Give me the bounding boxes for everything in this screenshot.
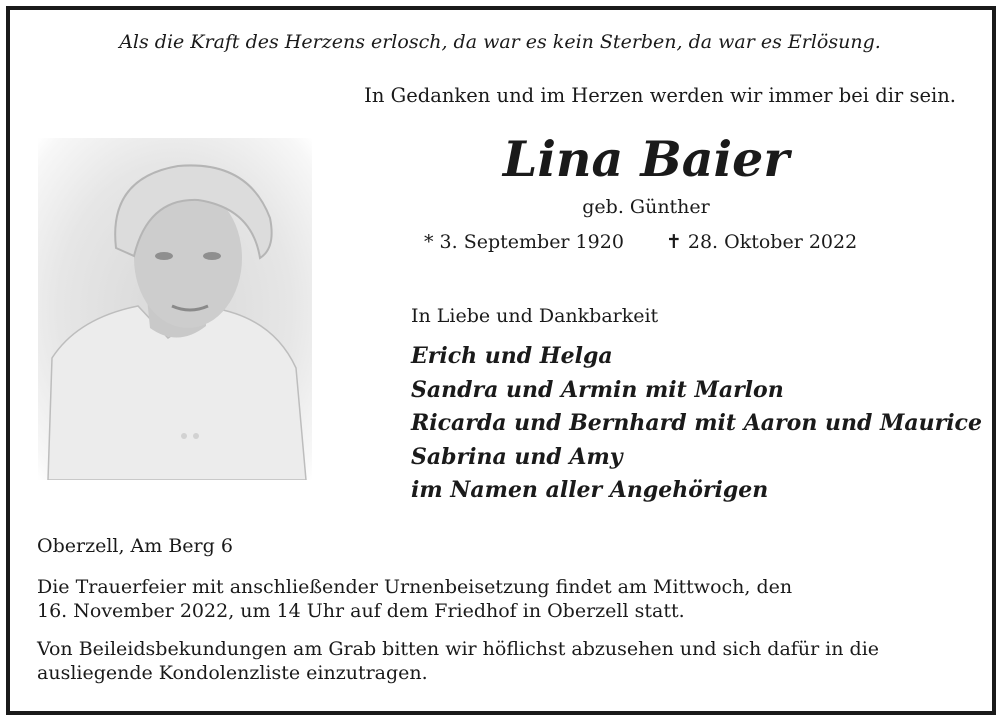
condolence-paragraph [37,637,967,685]
mourners-intro: In Liebe und Dankbarkeit [411,305,659,327]
birth-date: * 3. September 1920 [424,231,624,253]
ceremony-paragraph [37,575,967,623]
mourner-line: im Namen aller Angehörigen [411,477,769,503]
mourners-list [411,340,982,508]
birth-name: geb. Günther [582,196,710,218]
death-date: ✝ 28. Oktober 2022 [665,231,858,253]
ceremony-line: Die Trauerfeier mit anschließender Urnenbeisetzung findet am Mittwoch, den [37,576,793,598]
mourner-line: Ricarda und Bernhard mit Aaron und Maurice [411,410,982,436]
condolence-line: Von Beileidsbekundungen am Grab bitten wir höflichst abzusehen und sich dafür in die [37,638,880,660]
life-dates [424,231,857,253]
condolence-line: ausliegende Kondolenzliste einzutragen. [37,662,428,684]
motto-quote: Als die Kraft des Herzens erlosch, da war es kein Sterben, da war es Erlösung. [119,31,881,53]
mourner-line: Sandra und Armin mit Marlon [411,376,784,403]
mourner-line: Sabrina und Amy [411,443,623,470]
remembrance-line: In Gedanken und im Herzen werden wir immer bei dir sein. [364,84,956,107]
address: Oberzell, Am Berg 6 [37,535,233,557]
portrait-photo [38,138,312,480]
portrait-illustration [38,138,312,480]
deceased-name: Lina Baier [502,130,790,188]
mourner-line: Erich und Helga [411,343,613,369]
ceremony-line: 16. November 2022, um 14 Uhr auf dem Friedhof in Oberzell statt. [37,600,685,622]
